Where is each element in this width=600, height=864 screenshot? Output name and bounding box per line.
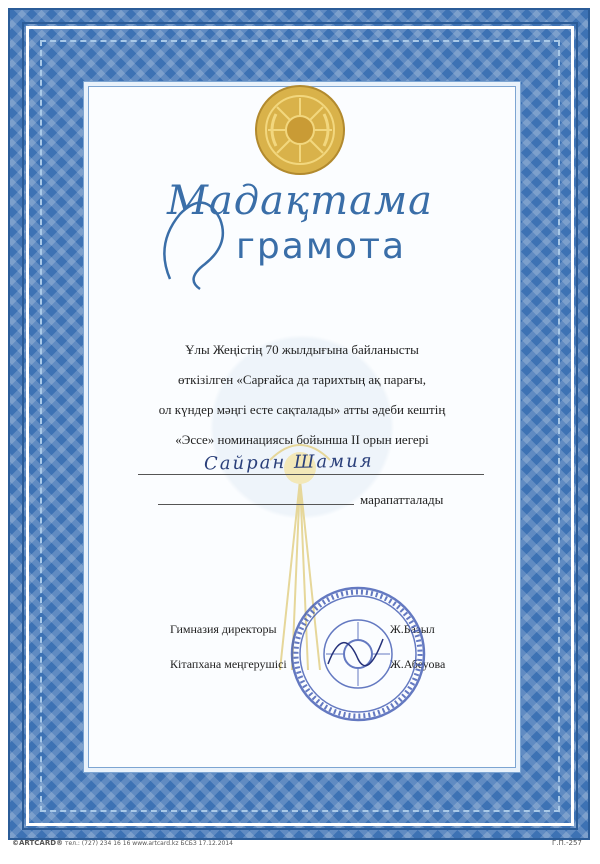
printer-footer [12,839,233,847]
printer-brand: ©ARTCARD® [12,839,64,847]
state-emblem-icon [254,84,346,176]
signatory-2-name: Ж.Абеуова [390,657,446,671]
official-stamp-icon [288,584,428,724]
body-line-1: Ұлы Жеңістің 70 жылдығына байланысты [185,342,419,357]
signatory-1-name: Ж.Базыл [390,622,435,636]
printer-contacts: тел.: (727) 234 16 16 www.artcard.kz БСБЗ 17.12.2014 [64,840,233,847]
signatory-2-role: Кітапхана меңгерушісі [170,657,287,671]
recipient-fill-line [138,474,484,475]
body-line-3: ол күндер мәңгі есте сақталады» атты әдеби кештің [158,402,446,417]
body-line-4: «Эссе» номинациясы бойынша II орын иегері [175,432,429,447]
recipient-fill-line-2 [158,504,354,505]
certificate-title-kazakh: Мадақтама [167,178,433,224]
certificate-title-russian: грамота [236,226,407,267]
recipient-name-handwritten: Сайран Шамия [203,450,374,475]
form-code: Г.П.-257 [552,839,582,847]
awarded-text: марапатталады [360,492,444,507]
body-line-2: өткізілген «Сарғайса да тарихтың ақ парағы, [177,372,427,387]
signatory-1-role: Гимназия директоры [170,622,277,636]
